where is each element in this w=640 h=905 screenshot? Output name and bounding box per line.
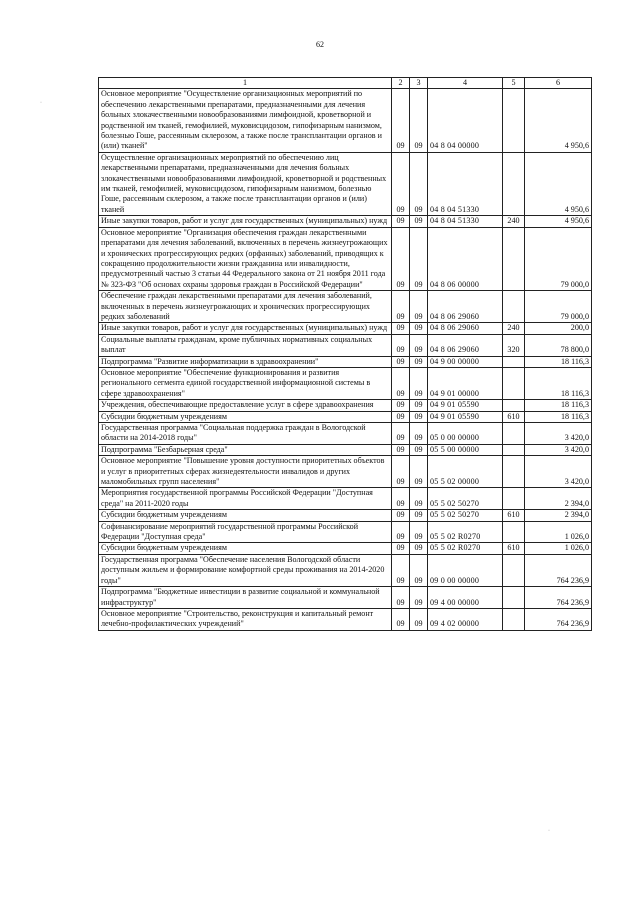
row-expense-type [503,89,525,152]
row-name: Субсидии бюджетным учреждениям [99,510,392,521]
table-row [99,444,592,455]
row-target-code: 05 0 00 00000 [428,423,503,445]
row-name: Мероприятия государственной программы Российской Федерации "Доступная среда" на 2011-2020 годы [99,488,392,510]
row-target-code: 05 5 02 50270 [428,510,503,521]
row-subsection: 09 [410,587,428,609]
row-name: Софинансирование мероприятий государственной программы Российской Федерации "Доступная среда" [99,521,392,543]
row-section: 09 [392,456,410,488]
row-subsection: 09 [410,356,428,367]
header-col-subsection: 3 [410,78,428,89]
row-expense-type: 610 [503,510,525,521]
row-section: 09 [392,510,410,521]
row-expense-type: 610 [503,411,525,422]
row-sum: 3 420,0 [525,456,592,488]
row-target-code: 04 8 04 51330 [428,216,503,227]
row-target-code: 09 0 00 00000 [428,554,503,586]
row-expense-type [503,356,525,367]
row-section: 09 [392,554,410,586]
header-row [99,78,592,89]
table-row [99,227,592,290]
row-sum: 18 116,3 [525,411,592,422]
row-subsection: 09 [410,323,428,334]
row-subsection: 09 [410,423,428,445]
row-subsection: 09 [410,456,428,488]
row-section: 09 [392,423,410,445]
row-sum: 4 950,6 [525,89,592,152]
row-name: Основное мероприятие "Организация обеспечения граждан лекарственными препаратами для лечения заболеваний, включенных в перечень жизнеугрожающих и хронических прогрессирующих редких (орфанных) заболеваний, приводящих к сокращению продолжительности жизни гражданина или инвалидности, предусмотренный частью 3 статьи 44 Федерального закона от 21 ноября 2011 года № 323-ФЗ "Об основах охраны здоровья граждан в Российской Федерации" [99,227,392,290]
row-expense-type [503,227,525,290]
row-sum: 79 000,0 [525,227,592,290]
table-row [99,367,592,399]
row-name: Подпрограмма "Бюджетные инвестиции в развитие социальной и коммунальной инфраструктур" [99,587,392,609]
row-section: 09 [392,488,410,510]
row-sum: 18 116,3 [525,356,592,367]
row-name: Государственная программа "Обеспечение населения Вологодской области доступным жильем и формирование комфортной среды проживания на 2014-2020 годы" [99,554,392,586]
row-name: Субсидии бюджетным учреждениям [99,543,392,554]
row-sum: 4 950,6 [525,152,592,215]
row-section: 09 [392,323,410,334]
row-subsection: 09 [410,543,428,554]
table-row [99,587,592,609]
row-target-code: 09 4 02 00000 [428,608,503,630]
table-row [99,152,592,215]
table-row [99,334,592,356]
row-target-code: 04 8 06 29060 [428,291,503,323]
row-expense-type [503,608,525,630]
table-row [99,554,592,586]
row-target-code: 04 9 00 00000 [428,356,503,367]
row-name: Учреждения, обеспечивающие предоставление услуг в сфере здравоохранения [99,400,392,411]
header-col-sum: 6 [525,78,592,89]
row-expense-type [503,291,525,323]
row-sum: 1 026,0 [525,521,592,543]
row-subsection: 09 [410,227,428,290]
table-row [99,608,592,630]
table-body [99,89,592,630]
row-sum: 4 950,6 [525,216,592,227]
row-expense-type [503,488,525,510]
row-subsection: 09 [410,521,428,543]
page-number: 62 [316,40,324,49]
row-name: Иные закупки товаров, работ и услуг для государственных (муниципальных) нужд [99,323,392,334]
row-expense-type [503,554,525,586]
row-section: 09 [392,227,410,290]
table-row [99,400,592,411]
row-subsection: 09 [410,367,428,399]
row-subsection: 09 [410,89,428,152]
row-subsection: 09 [410,488,428,510]
row-target-code: 05 5 00 00000 [428,444,503,455]
scan-speck: · [40,100,42,106]
row-name: Основное мероприятие "Строительство, реконструкция и капитальный ремонт лечебно-профилактических учреждений" [99,608,392,630]
row-sum: 764 236,9 [525,587,592,609]
row-sum: 79 000,0 [525,291,592,323]
table-row [99,543,592,554]
row-sum: 18 116,3 [525,367,592,399]
row-expense-type [503,444,525,455]
row-section: 09 [392,89,410,152]
row-name: Осуществление организационных мероприятий по обеспечению лиц лекарственными препаратами, предназначенными для лечения больных злокачественными новообразованиями лимфоидной, кроветворной и родственных им тканей, гемофилией, муковисцидозом, гипофизарным нанизмом, болезнью Гоше, рассеянным склерозом, а также после трансплантации органов и (или) тканей [99,152,392,215]
row-target-code: 09 4 00 00000 [428,587,503,609]
row-section: 09 [392,444,410,455]
row-name: Основное мероприятие "Осуществление организационных мероприятий по обеспечению лекарственными препаратами, предназначенными для лечения больных злокачественными новообразованиями лимфоидной, кроветворной и родственной им тканей, гемофилией, муковисцидозом, гипофизарным нанизмом, болезнью Гоше, рассеянным склерозом, а также после трансплантации органов и (или) тканей" [99,89,392,152]
row-target-code: 04 8 04 51330 [428,152,503,215]
row-section: 09 [392,587,410,609]
row-expense-type [503,423,525,445]
table-row [99,291,592,323]
row-target-code: 04 8 06 29060 [428,323,503,334]
row-sum: 764 236,9 [525,554,592,586]
table-row [99,510,592,521]
row-subsection: 09 [410,400,428,411]
row-sum: 3 420,0 [525,444,592,455]
row-section: 09 [392,521,410,543]
row-target-code: 04 9 01 05590 [428,400,503,411]
row-section: 09 [392,291,410,323]
table-row [99,423,592,445]
row-section: 09 [392,367,410,399]
row-target-code: 05 5 02 00000 [428,456,503,488]
row-sum: 3 420,0 [525,423,592,445]
row-sum: 18 116,3 [525,400,592,411]
row-expense-type: 240 [503,216,525,227]
row-sum: 200,0 [525,323,592,334]
row-target-code: 04 8 06 29060 [428,334,503,356]
row-target-code: 04 9 01 05590 [428,411,503,422]
budget-table [98,77,592,631]
row-name: Субсидии бюджетным учреждениям [99,411,392,422]
header-col-section: 2 [392,78,410,89]
row-name: Социальные выплаты гражданам, кроме публичных нормативных социальных выплат [99,334,392,356]
row-name: Обеспечение граждан лекарственными препаратами для лечения заболеваний, включенных в перечень жизнеугрожающих и хронических прогрессирующих редких заболеваний [99,291,392,323]
header-col-name: 1 [99,78,392,89]
table-row [99,216,592,227]
row-name: Основное мероприятие "Обеспечение функционирования и развития регионального сегмента единой государственной информационной системы в сфере здравоохранения" [99,367,392,399]
row-subsection: 09 [410,554,428,586]
row-name: Подпрограмма "Развитие информатизации в здравоохранении" [99,356,392,367]
row-subsection: 09 [410,152,428,215]
row-subsection: 09 [410,510,428,521]
row-name: Подпрограмма "Безбарьерная среда" [99,444,392,455]
row-expense-type: 320 [503,334,525,356]
row-expense-type [503,152,525,215]
table-row [99,323,592,334]
table-row [99,356,592,367]
row-expense-type: 240 [503,323,525,334]
row-section: 09 [392,400,410,411]
row-subsection: 09 [410,291,428,323]
row-sum: 764 236,9 [525,608,592,630]
row-section: 09 [392,152,410,215]
row-section: 09 [392,356,410,367]
row-target-code: 04 9 01 00000 [428,367,503,399]
row-subsection: 09 [410,334,428,356]
row-section: 09 [392,608,410,630]
header-col-target-code: 4 [428,78,503,89]
row-expense-type [503,456,525,488]
row-expense-type [503,587,525,609]
row-expense-type [503,400,525,411]
row-subsection: 09 [410,444,428,455]
header-col-expense-type: 5 [503,78,525,89]
table-row [99,521,592,543]
row-target-code: 04 8 06 00000 [428,227,503,290]
row-sum: 2 394,0 [525,510,592,521]
row-subsection: 09 [410,411,428,422]
table-row [99,488,592,510]
row-sum: 2 394,0 [525,488,592,510]
row-sum: 1 026,0 [525,543,592,554]
row-name: Государственная программа "Социальная поддержка граждан в Вологодской области на 2014-2018 годы" [99,423,392,445]
row-section: 09 [392,216,410,227]
row-subsection: 09 [410,608,428,630]
row-name: Иные закупки товаров, работ и услуг для государственных (муниципальных) нужд [99,216,392,227]
row-target-code: 04 8 04 00000 [428,89,503,152]
row-section: 09 [392,334,410,356]
table-row [99,89,592,152]
row-target-code: 05 5 02 50270 [428,488,503,510]
row-expense-type [503,521,525,543]
row-section: 09 [392,411,410,422]
table-row [99,411,592,422]
scan-speck: · [548,828,550,834]
row-sum: 78 800,0 [525,334,592,356]
row-subsection: 09 [410,216,428,227]
row-name: Основное мероприятие "Повышение уровня доступности приоритетных объектов и услуг в приоритетных сферах жизнедеятельности инвалидов и других маломобильных групп населения" [99,456,392,488]
row-target-code: 05 5 02 R0270 [428,543,503,554]
row-target-code: 05 5 02 R0270 [428,521,503,543]
row-expense-type [503,367,525,399]
row-expense-type: 610 [503,543,525,554]
row-section: 09 [392,543,410,554]
table-row [99,456,592,488]
